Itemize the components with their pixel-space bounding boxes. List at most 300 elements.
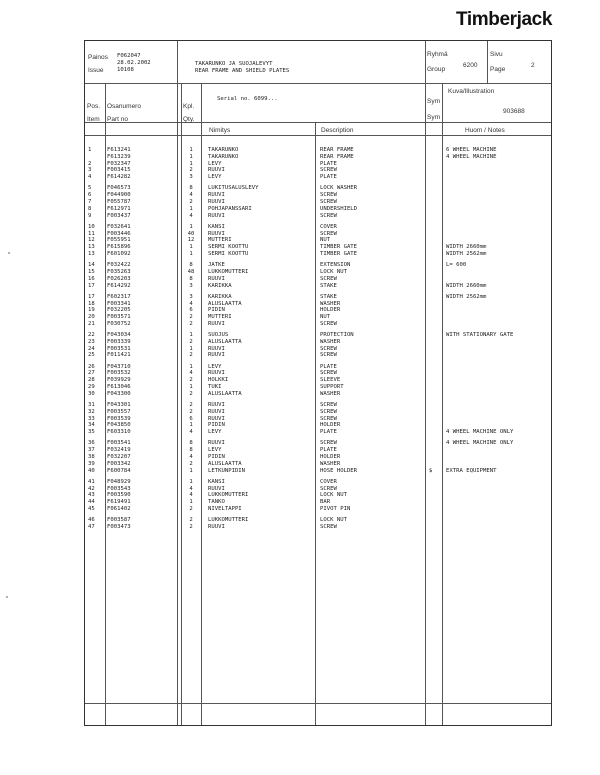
item-pos: 5 <box>88 185 92 192</box>
column-qty <box>182 147 200 531</box>
item-note <box>446 321 513 328</box>
item-sym <box>429 206 432 213</box>
item-pos: 13 <box>88 244 95 251</box>
item-pos: 9 <box>88 212 92 219</box>
item-qty: 2 <box>189 314 193 321</box>
item-pos: 37 <box>88 447 95 454</box>
item-description: NUT <box>320 314 331 321</box>
item-pos: 36 <box>88 440 95 447</box>
item-pos: 7 <box>88 198 92 205</box>
col-line-group-left <box>425 41 426 83</box>
item-qty: 48 <box>187 268 195 275</box>
item-note <box>446 174 513 181</box>
item-note <box>446 486 513 493</box>
issue-date: 28.02.2002 <box>117 60 151 66</box>
item-part-no: F601092 <box>107 250 131 257</box>
column-description <box>320 147 357 531</box>
item-sym <box>429 192 432 199</box>
item-description: SCREW <box>320 275 337 282</box>
item-description: SCREW <box>320 408 337 415</box>
item-part-no: F614292 <box>107 282 131 289</box>
item-qty: 8 <box>189 262 193 269</box>
item-pos: 44 <box>88 499 95 506</box>
item-part-no: F003571 <box>107 314 131 321</box>
item-pos: 41 <box>88 478 95 485</box>
item-sym <box>429 377 432 384</box>
item-note <box>446 454 513 461</box>
item-sym <box>429 314 432 321</box>
page-value: 2 <box>531 62 535 69</box>
item-description: WASHER <box>320 390 341 397</box>
item-name-fi: JATKE <box>208 262 225 269</box>
item-note <box>446 492 513 499</box>
item-sym <box>429 237 432 244</box>
item-sym <box>429 332 432 339</box>
item-part-no: F061402 <box>107 505 131 512</box>
item-part-no: F048929 <box>107 478 131 485</box>
item-pos: 3 <box>88 167 92 174</box>
item-pos: 28 <box>88 377 95 384</box>
item-sym <box>429 147 432 154</box>
item-pos: 22 <box>88 332 95 339</box>
item-note <box>446 391 513 398</box>
item-description: PROTECTION <box>320 332 354 339</box>
item-description: LOCK NUT <box>320 517 347 524</box>
item-sym <box>429 167 432 174</box>
item-sym <box>429 224 432 231</box>
item-pos: 30 <box>88 390 95 397</box>
item-sym <box>429 276 432 283</box>
item-note <box>446 314 513 321</box>
item-sym <box>429 339 432 346</box>
item-name-fi: ALUSLAATTA <box>208 460 242 467</box>
item-qty: 8 <box>189 447 193 454</box>
item-pos: 17 <box>88 293 95 300</box>
item-part-no: F003342 <box>107 460 131 467</box>
item-name-fi: HOLKKI <box>208 377 229 384</box>
item-sym <box>429 524 432 531</box>
item-name-fi: RUUVI <box>208 198 225 205</box>
item-name-fi: RUUVI <box>208 320 225 327</box>
item-pos: 33 <box>88 415 95 422</box>
item-part-no: F055951 <box>107 237 131 244</box>
item-sym <box>429 517 432 524</box>
item-qty: 1 <box>189 345 193 352</box>
item-description: PLATE <box>320 447 337 454</box>
item-part-no: F613239 <box>107 153 131 160</box>
item-sym <box>429 364 432 371</box>
item-part-no: F030752 <box>107 320 131 327</box>
item-sym <box>429 506 432 513</box>
item-part-no: F032641 <box>107 223 131 230</box>
item-note <box>446 339 513 346</box>
item-qty: 1 <box>189 499 193 506</box>
item-description: WASHER <box>320 338 341 345</box>
item-qty: 4 <box>189 370 193 377</box>
item-pos: 15 <box>88 268 95 275</box>
item-description: WASHER <box>320 300 341 307</box>
item-description: SCREW <box>320 402 337 409</box>
item-qty: 1 <box>189 422 193 429</box>
item-note <box>446 461 513 468</box>
item-sym <box>429 402 432 409</box>
table-footer-line <box>85 703 551 704</box>
item-pos: 42 <box>88 485 95 492</box>
item-sym <box>429 251 432 258</box>
painos-label: Painos <box>88 54 108 61</box>
item-qty: 2 <box>189 352 193 359</box>
item-name-fi: MUTTERI <box>208 237 232 244</box>
item-description: LOCK NUT <box>320 268 347 275</box>
item-part-no: F032347 <box>107 160 131 167</box>
header-divider <box>85 83 551 84</box>
item-pos: 31 <box>88 402 95 409</box>
item-description: COVER <box>320 478 337 485</box>
item-part-no: F613046 <box>107 384 131 391</box>
col-line-part-left <box>177 41 178 725</box>
item-part-no: F603310 <box>107 429 131 436</box>
item-note <box>446 377 513 384</box>
item-name-fi: ALUSLAATTA <box>208 390 242 397</box>
item-note: WIDTH 2660mm <box>446 282 487 289</box>
item-part-no: F003437 <box>107 212 131 219</box>
item-sym <box>429 307 432 314</box>
item-part-no: F003543 <box>107 485 131 492</box>
item-qty: 1 <box>189 332 193 339</box>
item-qty: 2 <box>189 517 193 524</box>
item-pos: 8 <box>88 205 92 212</box>
item-name-fi: KARIKKA <box>208 282 232 289</box>
item-qty: 4 <box>189 454 193 460</box>
item-name-fi: NIVELTAPPI <box>208 505 242 512</box>
item-pos: 19 <box>88 307 95 314</box>
item-description: LOCK NUT <box>320 492 347 499</box>
item-description: EXTENSION <box>320 262 351 269</box>
item-name-fi: KARIKKA <box>208 293 232 300</box>
item-pos: 24 <box>88 345 95 352</box>
item-name-fi: RUUVI <box>208 485 225 492</box>
item-pos: 21 <box>88 320 95 327</box>
group-value: 6200 <box>463 62 478 69</box>
item-note: L= 600 <box>446 262 467 269</box>
item-qty: 4 <box>189 429 193 436</box>
item-note <box>446 352 513 359</box>
col-line-pos <box>105 83 106 725</box>
item-name-fi: LETKUNPIDIN <box>208 467 246 474</box>
item-name-fi: RUUVI <box>208 370 225 377</box>
item-part-no: F026203 <box>107 275 131 282</box>
item-qty: 4 <box>189 492 193 499</box>
item-qty: 2 <box>189 167 193 174</box>
item-name-fi: RUUVI <box>208 275 225 282</box>
item-note <box>446 506 513 513</box>
item-name-fi: PIDIN <box>208 307 225 314</box>
nimitys-top-line <box>201 122 425 123</box>
item-pos: 18 <box>88 300 95 307</box>
item-pos: 2 <box>88 160 92 167</box>
item-qty: 2 <box>189 338 193 345</box>
sivu-label: Sivu <box>490 51 503 58</box>
item-name-fi: TAKARUNKO <box>208 147 239 153</box>
item-part-no: F032422 <box>107 262 131 269</box>
item-pos: 1 <box>88 147 92 153</box>
item-description: HOLDER <box>320 422 341 429</box>
item-description: SCREW <box>320 352 337 359</box>
scan-speck <box>6 596 8 598</box>
issue-number: 10108 <box>117 67 134 73</box>
item-name-fi: PIDIN <box>208 454 225 460</box>
item-sym <box>429 269 432 276</box>
item-description: SCREW <box>320 485 337 492</box>
item-part-no: F032207 <box>107 454 131 460</box>
item-sym <box>429 154 432 161</box>
item-qty: 8 <box>189 275 193 282</box>
item-pos: 45 <box>88 505 95 512</box>
col-line-qty-right <box>201 83 202 725</box>
item-note <box>446 524 513 531</box>
item-qty: 1 <box>189 205 193 212</box>
item-qty: 4 <box>189 212 193 219</box>
item-name-fi: RUUVI <box>208 212 225 219</box>
item-note <box>446 185 513 192</box>
item-name-fi: SERMI KOOTTU <box>208 250 249 257</box>
item-pos: 12 <box>88 237 95 244</box>
col-line-notes-left <box>442 83 443 725</box>
item-qty: 1 <box>189 384 193 391</box>
item-part-no: F003446 <box>107 230 131 237</box>
item-name-fi: TAKARUNKO <box>208 153 239 160</box>
item-note: WIDTH 2562mm <box>446 250 487 257</box>
sym-label-1: Sym <box>427 98 440 105</box>
item-name-fi: RUUVI <box>208 402 225 409</box>
item-qty: 2 <box>189 320 193 327</box>
kpl-label: Kpl. <box>183 103 195 110</box>
col-line-page-left <box>487 41 488 83</box>
item-qty: 1 <box>189 153 193 160</box>
title-english: REAR FRAME AND SHIELD PLATES <box>195 68 290 74</box>
item-pos: 47 <box>88 523 95 530</box>
item-name-fi: LUKKOMUTTERI <box>208 517 249 524</box>
item-name-fi: LUKKOMUTTERI <box>208 492 249 499</box>
item-sym <box>429 492 432 499</box>
item-sym <box>429 301 432 308</box>
item-name-fi: SERMI KOOTTU <box>208 244 249 251</box>
item-pos <box>88 154 95 161</box>
item-sym <box>429 346 432 353</box>
item-part-no: F043710 <box>107 363 131 370</box>
item-pos: 40 <box>88 467 95 474</box>
item-part-no: F003532 <box>107 370 131 377</box>
item-qty: 6 <box>189 307 193 314</box>
item-sym <box>429 321 432 328</box>
column-part-no <box>107 147 131 531</box>
item-part-no: F043034 <box>107 332 131 339</box>
illustration-number: 903688 <box>503 108 525 115</box>
item-qty: 2 <box>189 402 193 409</box>
item-sym <box>429 499 432 506</box>
item-description: PLATE <box>320 363 337 370</box>
item-note <box>446 161 513 168</box>
column-sym <box>429 147 432 531</box>
item-description: REAR FRAME <box>320 147 354 153</box>
item-sym: $ <box>429 467 433 474</box>
item-part-no: F003590 <box>107 492 131 499</box>
item-qty: 2 <box>189 198 193 205</box>
item-part-no: F032419 <box>107 447 131 454</box>
item-description: UNDERSHIELD <box>320 205 358 212</box>
item-qty: 2 <box>189 390 193 397</box>
item-note: 4 WHEEL MACHINE ONLY <box>446 440 514 447</box>
item-description: TIMBER GATE <box>320 244 358 251</box>
item-name-fi: ALUSLAATTA <box>208 300 242 307</box>
item-name-fi: MUTTERI <box>208 314 232 321</box>
item-pos: 29 <box>88 384 95 391</box>
item-note <box>446 409 513 416</box>
item-part-no: F003473 <box>107 523 131 530</box>
item-name-fi: LEVY <box>208 363 222 370</box>
item-description: SCREW <box>320 230 337 237</box>
item-note <box>446 447 513 454</box>
item-note: 4 WHEEL MACHINE <box>446 153 497 160</box>
item-description: HOLDER <box>320 307 341 314</box>
column-nimitys <box>208 147 259 531</box>
item-qty: 8 <box>189 185 193 192</box>
item-qty: 2 <box>189 505 193 512</box>
item-description: PLATE <box>320 174 337 181</box>
item-part-no: F600784 <box>107 467 131 474</box>
item-part-no: F003415 <box>107 167 131 174</box>
item-name-fi: RUUVI <box>208 192 225 199</box>
column-notes <box>446 147 513 531</box>
item-note <box>446 364 513 371</box>
item-sym <box>429 429 432 436</box>
notes-label: Huom / Notes <box>465 127 505 134</box>
item-name-fi: RUUVI <box>208 415 225 422</box>
item-description: PLATE <box>320 429 337 436</box>
item-name-fi: RUUVI <box>208 345 225 352</box>
item-pos: 32 <box>88 408 95 415</box>
item-qty: 2 <box>189 523 193 530</box>
item-description: SCREW <box>320 523 337 530</box>
notes-header-line <box>442 122 551 123</box>
part-no-label: Part no <box>107 116 128 123</box>
item-qty: 3 <box>189 282 193 289</box>
item-note <box>446 213 513 220</box>
item-part-no: F011421 <box>107 352 131 359</box>
item-qty: 6 <box>189 415 193 422</box>
item-description: SLEEVE <box>320 377 341 384</box>
item-sym <box>429 185 432 192</box>
item-qty: 40 <box>187 230 195 237</box>
item-name-fi: LUKITUSALUSLEVY <box>208 185 259 192</box>
item-pos: 13 <box>88 250 95 257</box>
item-note <box>446 301 513 308</box>
item-description: HOLDER <box>320 454 341 460</box>
item-qty: 2 <box>189 460 193 467</box>
item-sym <box>429 440 432 447</box>
item-pos: 43 <box>88 492 95 499</box>
item-qty: 1 <box>189 244 193 251</box>
item-part-no: F003539 <box>107 415 131 422</box>
item-note: WIDTH 2660mm <box>446 244 487 251</box>
item-note: WIDTH 2562mm <box>446 293 487 300</box>
item-description: HOSE HOLDER <box>320 467 358 474</box>
item-note: 6 WHEEL MACHINE <box>446 147 497 153</box>
item-name-fi: RUUVI <box>208 523 225 530</box>
item-description: SCREW <box>320 192 337 199</box>
item-pos: 46 <box>88 517 95 524</box>
item-pos: 25 <box>88 352 95 359</box>
item-name-fi: ALUSLAATTA <box>208 338 242 345</box>
item-sym <box>429 174 432 181</box>
item-note <box>446 231 513 238</box>
item-note <box>446 167 513 174</box>
scan-speck <box>8 252 10 254</box>
item-part-no: F043300 <box>107 390 131 397</box>
table-header-bottom <box>85 135 551 136</box>
qty-label: Qty. <box>183 116 195 123</box>
item-pos: 35 <box>88 429 95 436</box>
item-part-no: F043850 <box>107 422 131 429</box>
item-part-no: F619491 <box>107 499 131 506</box>
item-qty: 1 <box>189 478 193 485</box>
issue-code: F062047 <box>117 53 141 59</box>
item-sym <box>429 422 432 429</box>
description-label: Description <box>321 127 354 134</box>
item-description: SCREW <box>320 370 337 377</box>
item-note <box>446 517 513 524</box>
item-description: NUT <box>320 237 331 244</box>
item-pos: 17 <box>88 282 95 289</box>
item-description: SCREW <box>320 415 337 422</box>
col-line-desc <box>315 122 316 725</box>
item-part-no: F046573 <box>107 185 131 192</box>
col-line-sym-left <box>425 83 426 725</box>
item-pos: 14 <box>88 262 95 269</box>
page-label: Page <box>490 66 506 73</box>
item-note <box>446 479 513 486</box>
item-sym <box>429 384 432 391</box>
item-note <box>446 237 513 244</box>
item-description: PIVOT PIN <box>320 505 351 512</box>
item-qty: 1 <box>189 223 193 230</box>
item-pos: 4 <box>88 174 92 181</box>
item-sym <box>429 352 432 359</box>
item-qty: 3 <box>189 293 193 300</box>
item-part-no: F613241 <box>107 147 131 153</box>
item-qty: 12 <box>187 237 195 244</box>
item-sym <box>429 244 432 251</box>
item-description: SCREW <box>320 440 337 447</box>
item-name-fi: LUKKOMUTTERI <box>208 268 249 275</box>
item-part-no: F044900 <box>107 192 131 199</box>
item-sym <box>429 461 432 468</box>
item-sym <box>429 199 432 206</box>
item-note <box>446 384 513 391</box>
item-note <box>446 416 513 423</box>
issue-label: Issue <box>88 67 104 74</box>
item-sym <box>429 486 432 493</box>
item-sym <box>429 416 432 423</box>
item-pos: 39 <box>88 460 95 467</box>
item-sym <box>429 409 432 416</box>
item-name-fi: LEVY <box>208 447 222 454</box>
pos-label: Pos. <box>87 103 101 110</box>
item-qty: 1 <box>189 250 193 257</box>
item-description: LOCK WASHER <box>320 185 358 192</box>
item-description: SCREW <box>320 167 337 174</box>
item-note <box>446 192 513 199</box>
